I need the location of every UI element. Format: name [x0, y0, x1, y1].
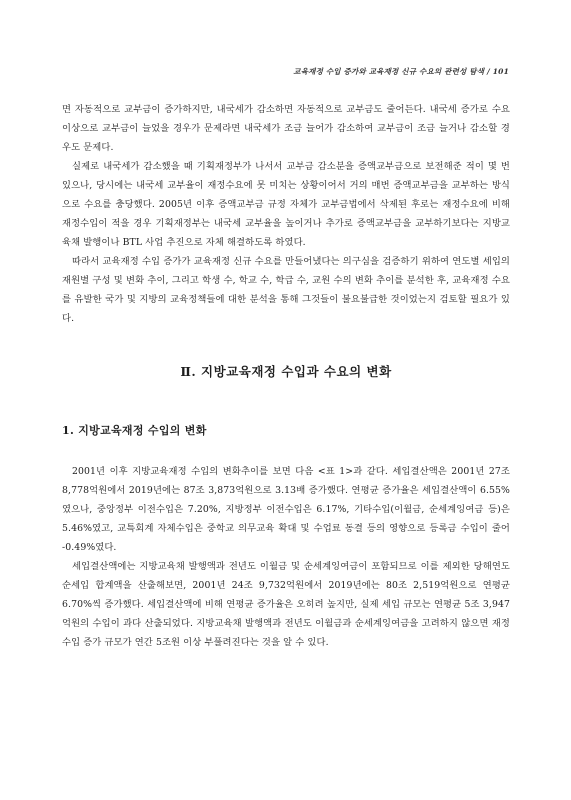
intro-paragraph-3: 따라서 교육재정 수입 증가가 교육재정 신규 수요를 만들어냈다는 의구심을 검증하기 위하여 연도별 세입의 재원별 구성 및 변화 추이, 그리고 학생 수, 학교 수, 학급 수, 교원 수의 변화 추이를 분석한 후, 교육재정 수요를 유발한 국가 및 지방의 교육정책들에 대한 분석을 통해 그것들이 불요불급한 것이었는지 검토할 필요가 있다.	[62, 256, 510, 324]
subsection-paragraph-1: 2001년 이후 지방교육재정 수입의 변화추이를 보면 다음 <표 1>과 같다. 세입결산액은 2001년 27조 8,778억원에서 2019년에는 87조 3,873억원으로 3.13배 증가했다. 연평균 증가율은 세입결산액이 6.55%였으나, 중앙정부 이전수입은 7.20%, 지방정부 이전수입은 6.17%, 기타수입(이월금, 순세계잉여금 등)은 5.46%였고, 교특회계 자체수입은 중학교 의무교육 확대 및 수업료 동결 등의 영향으로 등록금 수입이 줄어 -0.49%였다.	[62, 466, 510, 553]
intro-paragraph-2: 실제로 내국세가 감소했을 때 기획재정부가 나서서 교부금 감소분을 증액교부금으로 보전해준 적이 몇 번 있으나, 당시에는 내국세 교부율이 재정수요에 못 미치는 상황이어서 거의 매번 증액교부금을 교부하는 방식으로 수요를 충당했다. 2005년 이후 증액교부금 규정 자체가 교부금법에서 삭제된 후로는 재정수요에 비해 재정수입이 적을 경우 기획재정부는 내국세 교부율을 높이거나 추가로 증액교부금을 교부하기보다는 지방교육채 발행이나 BTL 사업 추진으로 자체 해결하도록 하였다.	[62, 161, 510, 248]
section-title: Ⅱ. 지방교육재정 수입과 수요의 변화	[180, 364, 392, 379]
subsection-paragraph-2: 세입결산액에는 지방교육채 발행액과 전년도 이월금 및 순세계잉여금이 포함되므로 이를 제외한 당해연도 순세입 합계액을 산출해보면, 2001년 24조 9,732억원에서 2019년에는 80조 2,519억원으로 연평균 6.70%씩 증가했다. 세입결산액에 비해 연평균 증가율은 오히려 높지만, 실제 세입 규모는 연평균 5조 3,947억원의 수입이 과다 산출되었다. 지방교육채 발행액과 전년도 이월금과 순세계잉여금을 고려하지 않으면 재정 수입 증가 규모가 연간 5조원 이상 부풀려진다는 것을 알 수 있다.	[62, 561, 510, 648]
page-body	[62, 100, 510, 652]
subsection-title: 1. 지방교육재정 수입의 변화	[62, 424, 207, 437]
running-header: 교육재정 수입 증가와 교육재정 신규 수요의 관련성 탐색 / 101	[293, 67, 509, 76]
intro-paragraph-1: 면 자동적으로 교부금이 증가하지만, 내국세가 감소하면 자동적으로 교부금도 줄어든다. 내국세 증가로 수요 이상으로 교부금이 늘었을 경우가 문제라면 내국세가 조금 늘어가 감소하여 교부금이 조금 늘거나 감소할 경우도 문제다.	[62, 104, 510, 153]
